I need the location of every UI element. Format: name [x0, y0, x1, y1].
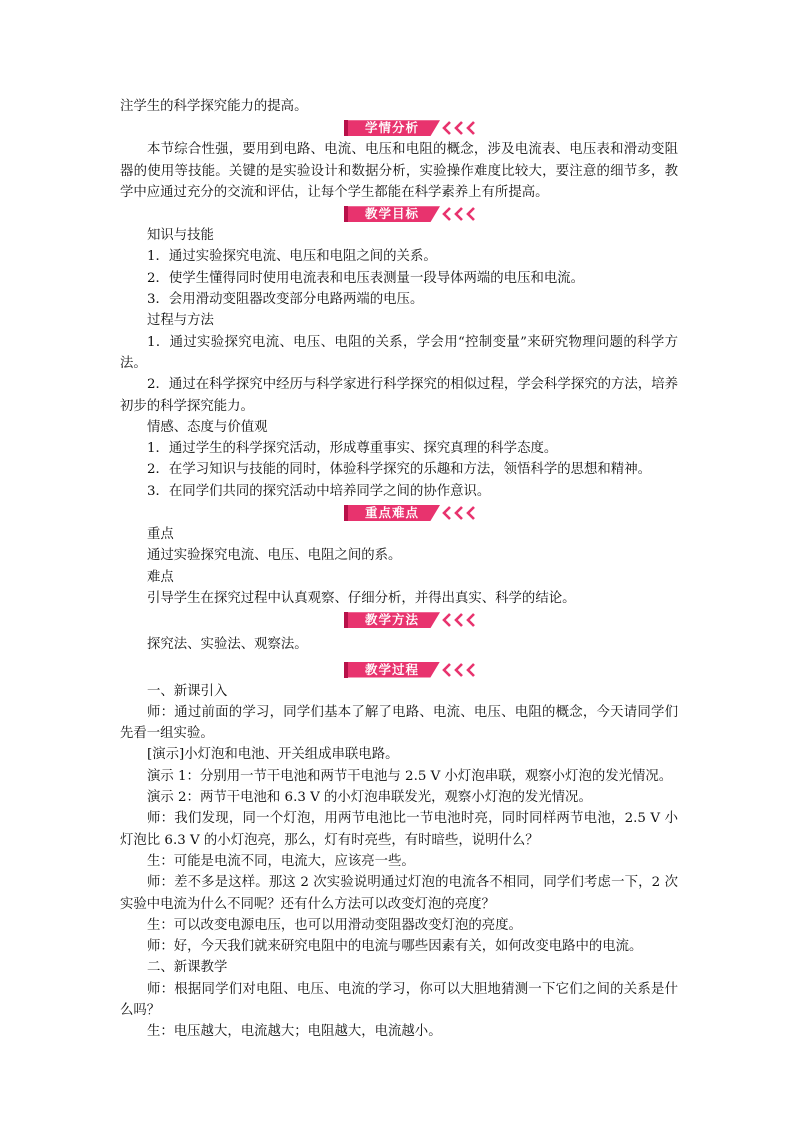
- process-paragraph: [演示]小灯泡和电池、开关组成串联电路。: [147, 747, 399, 763]
- chevron-left-icon: [454, 612, 464, 628]
- process-part-heading: 一、新课引入: [147, 683, 228, 699]
- process-paragraph: 师：好，今天我们就来研究电阻中的电流与哪些因素有关，如何改变电路中的电流。: [147, 939, 643, 955]
- chevron-left-icon: [466, 662, 476, 678]
- section-title: 重点难点: [364, 505, 419, 521]
- chevron-left-icon: [442, 206, 452, 222]
- process-paragraph: 师：通过前面的学习，同学们基本了解了电路、电流、电压、电阻的概念，今天请同学们先看一组实验。: [120, 704, 678, 742]
- process-paragraph: 生：可能是电流不同，电流大，应该亮一些。: [147, 853, 415, 869]
- section-banner-zhongdian: [120, 502, 678, 524]
- goal-item: 3．在同学们共同的探究活动中培养同学之间的协作意识。: [147, 483, 491, 499]
- goal-heading-attitude: 情感、态度与价值观: [147, 419, 268, 435]
- chevron-left-icon: [454, 662, 464, 678]
- process-paragraph: 演示 2：两节干电池和 6.3 V 的小灯泡串联发光，观察小灯泡的发光情况。: [147, 790, 592, 806]
- goal-heading-process: 过程与方法: [147, 313, 214, 329]
- key-point-label: 重点: [147, 527, 174, 543]
- chevron-left-icon: [454, 120, 464, 136]
- section-banner-guocheng: [120, 659, 678, 681]
- section-title: 学情分析: [364, 120, 419, 136]
- chevron-left-icon: [466, 612, 476, 628]
- process-paragraph: 生：可以改变电源电压，也可以用滑动变阻器改变灯泡的亮度。: [147, 917, 522, 933]
- process-paragraph: 生：电压越大，电流越大；电阻越大，电流越小。: [147, 1024, 442, 1040]
- goal-heading-knowledge: 知识与技能: [147, 228, 214, 244]
- goal-item: 2．使学生懂得同时使用电流表和电压表测量一段导体两端的电压和电流。: [147, 270, 585, 286]
- section-banner-mubiao: [120, 203, 678, 225]
- key-point-text: 通过实验探究电流、电压、电阻之间的系。: [147, 548, 402, 564]
- goal-item: 2．通过在科学探究中经历与科学家进行科学探究的相似过程，学会科学探究的方法，培养初步的科学探究能力。: [120, 377, 678, 414]
- method-text: 探究法、实验法、观察法。: [147, 637, 308, 653]
- intro-tail: 注学生的科学探究能力的提高。: [120, 99, 308, 114]
- chevron-left-icon: [442, 505, 452, 521]
- goal-item: 2．在学习知识与技能的同时，体验科学探究的乐趣和方法，领悟科学的思想和精神。: [147, 462, 651, 478]
- process-paragraph: 师：我们发现，同一个灯泡，用两节电池比一节电池时亮，同时同样两节电池，2.5 V 小灯泡比 6.3 V 的小灯泡亮，那么，灯有时亮些，有时暗些，说明什么？: [120, 811, 678, 848]
- chevron-left-icon: [454, 505, 464, 521]
- chevron-left-icon: [442, 120, 452, 136]
- goal-item: 3．会用滑动变阻器改变部分电路两端的电压。: [147, 292, 424, 308]
- chevron-left-icon: [454, 206, 464, 222]
- xueqing-paragraph: 本节综合性强，要用到电路、电流、电压和电阻的概念，涉及电流表、电压表和滑动变阻器的使用等技能。关键的是实验设计和数据分析，实验操作难度比较大，要注意的细节多，教学中应通过充分的交流和评估，让每个学生都能在科学素养上有所提高。: [120, 142, 678, 200]
- chevron-left-icon: [466, 505, 476, 521]
- process-paragraph: 师：差不多是这样。那这 2 次实验说明通过灯泡的电流各不相同，同学们考虑一下，2 次实验中电流为什么不同呢？还有什么方法可以改变灯泡的亮度？: [120, 875, 678, 912]
- section-banner-fangfa: [120, 609, 678, 631]
- chevron-left-icon: [442, 662, 452, 678]
- chevron-left-icon: [442, 612, 452, 628]
- document-page: [120, 96, 678, 1043]
- goal-item: 1．通过实验探究电流、电压和电阻之间的关系。: [147, 249, 437, 265]
- section-banner-xueqing: [120, 117, 678, 139]
- chevron-left-icon: [466, 120, 476, 136]
- goal-item: 1．通过实验探究电流、电压、电阻的关系，学会用“控制变量”来研究物理问题的科学方法。: [120, 334, 678, 371]
- section-title: 教学目标: [364, 206, 419, 222]
- difficulty-text: 引导学生在探究过程中认真观察、仔细分析，并得出真实、科学的结论。: [147, 590, 576, 606]
- process-part-heading: 二、新课教学: [147, 960, 228, 976]
- goal-item: 1．通过学生的科学探究活动，形成尊重事实、探究真理的科学态度。: [147, 441, 558, 457]
- section-title: 教学方法: [364, 612, 419, 628]
- section-title: 教学过程: [364, 661, 419, 677]
- process-paragraph: 演示 1：分别用一节干电池和两节干电池与 2.5 V 小灯泡串联，观察小灯泡的发光情况。: [147, 768, 673, 784]
- chevron-left-icon: [466, 206, 476, 222]
- difficulty-label: 难点: [147, 569, 174, 585]
- process-paragraph: 师：根据同学们对电阻、电压、电流的学习，你可以大胆地猜测一下它们之间的关系是什么吗？: [120, 981, 678, 1018]
